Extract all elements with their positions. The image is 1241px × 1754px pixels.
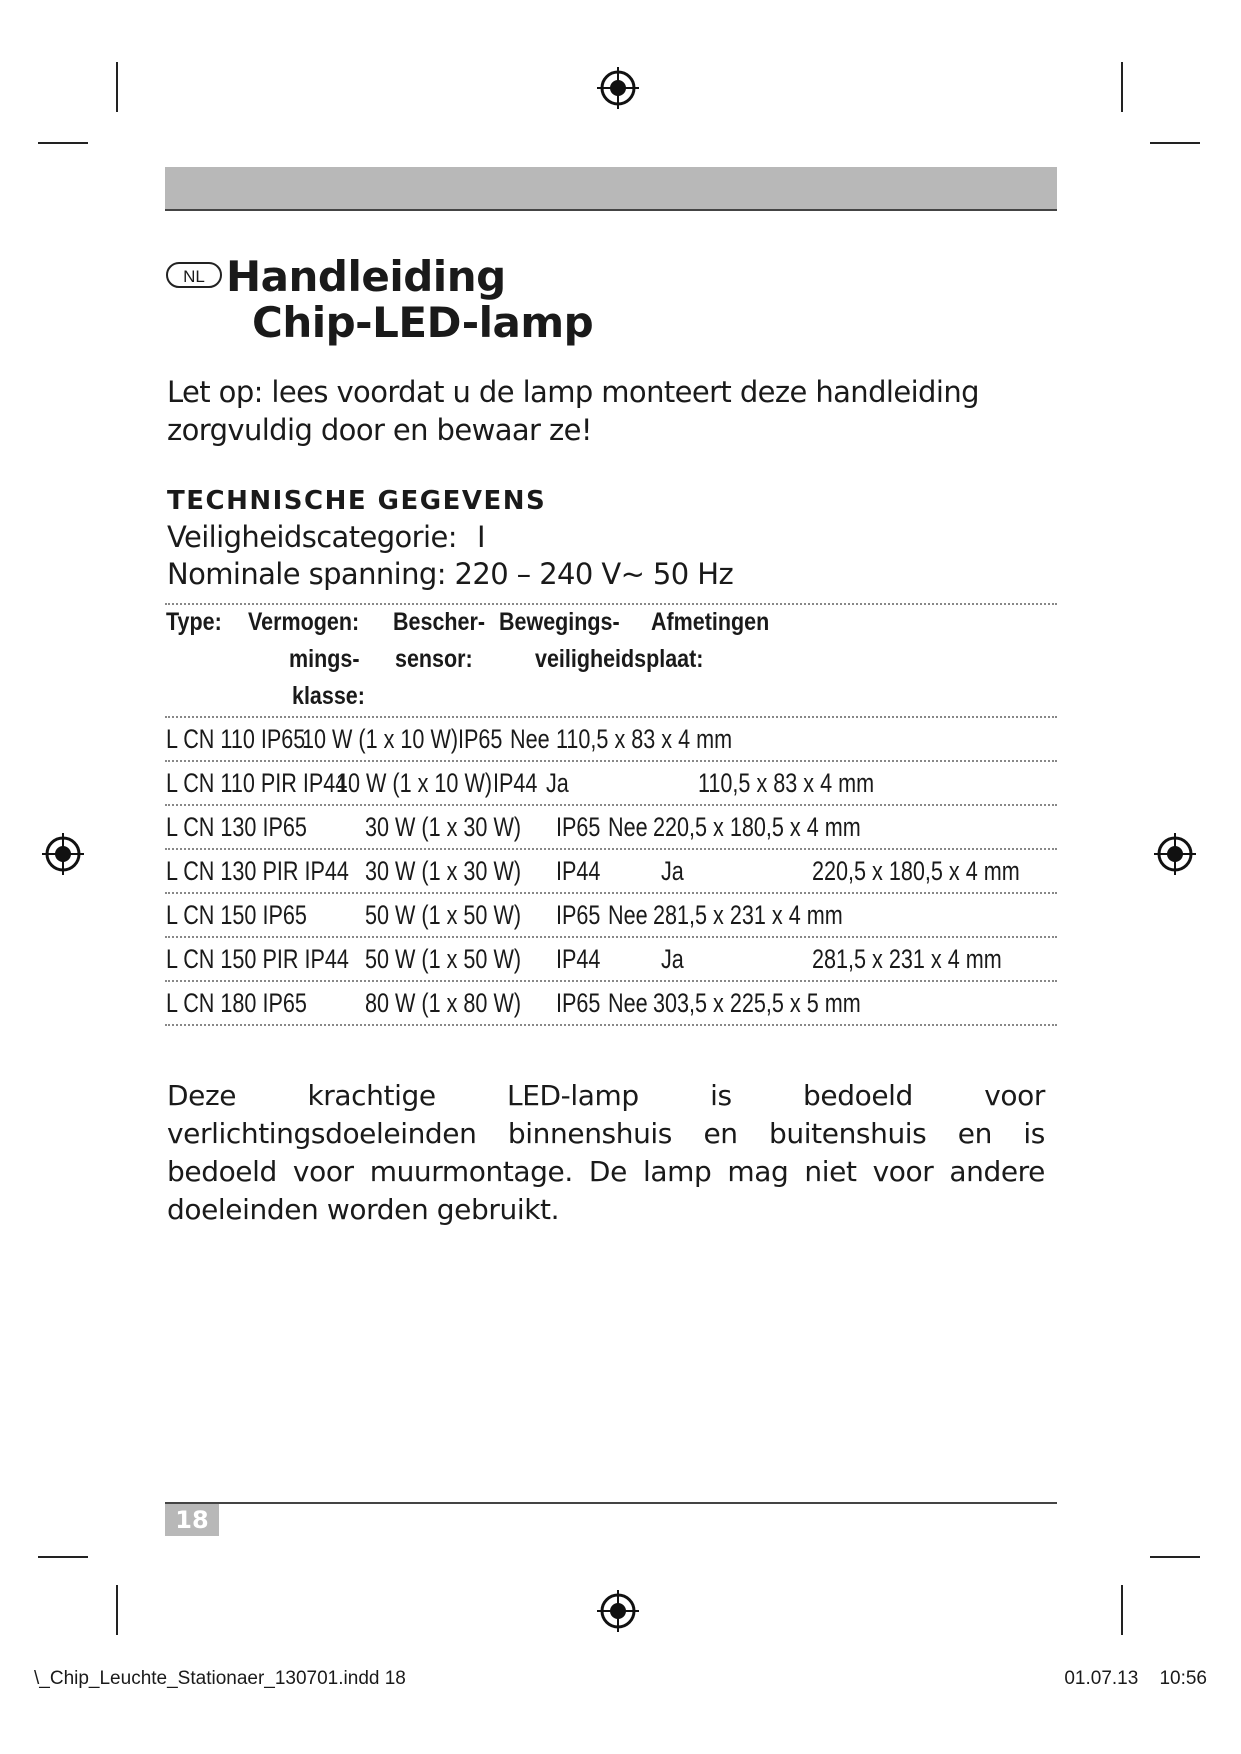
- registration-mark-bottom-icon: [595, 1588, 641, 1634]
- cell-dimensions: 281,5 x 231 x 4 mm: [653, 900, 843, 930]
- cell-power: 80 W (1 x 80 W): [365, 988, 522, 1018]
- page-subtitle: Chip-LED-lamp: [252, 298, 594, 347]
- header-dimensions-2: veiligheidsplaat:: [535, 645, 704, 673]
- cell-power: 50 W (1 x 50 W): [365, 900, 522, 930]
- voltage-label: Nominale spanning:: [167, 557, 446, 591]
- slug-time: 10:56: [1159, 1668, 1207, 1689]
- cell-protection: IP65: [458, 724, 503, 754]
- row-rule: [165, 892, 1057, 894]
- header-protection-3: klasse:: [292, 682, 365, 710]
- description-text: Deze krachtige LED-lamp is bedoeld voor verlichtingsdoeleinden binnenshuis en buitenshuis en is bedoeld voor muurmontage. De lamp mag niet voor andere doeleinden worden gebruikt.: [167, 1079, 1045, 1226]
- intro-text: Let op: lees voordat u de lamp monteert deze handleiding zorgvuldig door en bewaar ze!: [167, 375, 979, 447]
- crop-mark-bottom-left: [116, 1585, 118, 1635]
- table-row: [166, 724, 1056, 760]
- safety-category: [167, 520, 967, 560]
- cell-protection: IP44: [493, 768, 538, 798]
- footer-rule: [165, 1502, 1057, 1504]
- cell-sensor: Ja: [661, 944, 684, 974]
- cell-power: 10 W (1 x 10 W): [302, 724, 459, 754]
- table-row: [166, 944, 1056, 980]
- crop-mark-bottom-right: [1121, 1585, 1123, 1635]
- header-protection-2: mings-: [289, 645, 360, 673]
- nominal-voltage: [167, 557, 967, 597]
- header-power: Vermogen:: [248, 608, 360, 636]
- table-row: [166, 856, 1056, 892]
- header-sensor-2: sensor:: [395, 645, 473, 673]
- row-rule: [165, 760, 1057, 762]
- header-protection-1: Bescher-: [393, 608, 486, 636]
- table-row: [166, 768, 1056, 804]
- crop-mark-top-right: [1121, 62, 1123, 112]
- crop-mark-top-left: [116, 62, 118, 112]
- cell-dimensions: 110,5 x 83 x 4 mm: [556, 724, 733, 754]
- registration-mark-top-icon: [595, 65, 641, 111]
- cell-sensor: Nee: [608, 988, 648, 1018]
- table-row: [166, 988, 1056, 1024]
- slug-datetime: [1064, 1668, 1207, 1690]
- cell-dimensions: 110,5 x 83 x 4 mm: [698, 768, 875, 798]
- cell-type: L CN 150 IP65: [166, 900, 307, 930]
- registration-mark-right-icon: [1152, 831, 1198, 877]
- row-rule: [165, 804, 1057, 806]
- table-row: [166, 812, 1056, 848]
- cell-sensor: Nee: [608, 812, 648, 842]
- cell-dimensions: 220,5 x 180,5 x 4 mm: [812, 856, 1020, 886]
- safety-value: I: [477, 520, 485, 554]
- cell-dimensions: 281,5 x 231 x 4 mm: [812, 944, 1002, 974]
- cell-sensor: Ja: [546, 768, 569, 798]
- cell-type: L CN 110 IP65: [166, 724, 306, 754]
- cell-type: L CN 110 PIR IP44: [166, 768, 348, 798]
- page-title: Handleiding: [226, 252, 506, 301]
- crop-mark-bottom-left-h: [38, 1556, 88, 1558]
- cell-protection: IP44: [556, 944, 601, 974]
- header-dimensions-1: Afmetingen: [651, 608, 770, 636]
- row-rule: [165, 848, 1057, 850]
- cell-type: L CN 150 PIR IP44: [166, 944, 349, 974]
- slug-filename: \_Chip_Leuchte_Stationaer_130701.indd 18: [34, 1668, 406, 1689]
- header-sensor-1: Bewegings-: [499, 608, 620, 636]
- cell-power: 30 W (1 x 30 W): [365, 856, 522, 886]
- row-rule: [165, 980, 1057, 982]
- cell-type: L CN 130 IP65: [166, 812, 307, 842]
- header-type: Type:: [166, 608, 222, 636]
- cell-type: L CN 180 IP65: [166, 988, 307, 1018]
- crop-mark-top-right-h: [1150, 142, 1200, 144]
- page-number: 18: [165, 1504, 219, 1536]
- cell-sensor: Nee: [510, 724, 550, 754]
- section-heading: TECHNISCHE GEGEVENS: [167, 486, 547, 516]
- cell-type: L CN 130 PIR IP44: [166, 856, 349, 886]
- registration-mark-left-icon: [40, 831, 86, 877]
- safety-label: Veiligheidscategorie:: [167, 520, 457, 554]
- row-rule: [165, 936, 1057, 938]
- table-row: [166, 900, 1056, 936]
- voltage-value: 220 – 240 V~ 50 Hz: [454, 557, 734, 591]
- cell-power: 10 W (1 x 10 W): [336, 768, 493, 798]
- cell-power: 50 W (1 x 50 W): [365, 944, 522, 974]
- cell-sensor: Nee: [608, 900, 648, 930]
- table-bottom-rule: [165, 1024, 1057, 1026]
- header-bar: [165, 167, 1057, 211]
- cell-dimensions: 303,5 x 225,5 x 5 mm: [653, 988, 861, 1018]
- table-header-rule: [165, 716, 1057, 718]
- crop-mark-top-left-h: [38, 142, 88, 144]
- cell-protection: IP65: [556, 812, 601, 842]
- crop-mark-bottom-right-h: [1150, 1556, 1200, 1558]
- cell-protection: IP65: [556, 988, 601, 1018]
- cell-dimensions: 220,5 x 180,5 x 4 mm: [653, 812, 861, 842]
- slug-date: 01.07.13: [1064, 1668, 1139, 1689]
- table-top-rule: [165, 603, 1057, 605]
- cell-protection: IP44: [556, 856, 601, 886]
- language-badge: NL: [166, 262, 222, 288]
- cell-power: 30 W (1 x 30 W): [365, 812, 522, 842]
- cell-sensor: Ja: [661, 856, 684, 886]
- cell-protection: IP65: [556, 900, 601, 930]
